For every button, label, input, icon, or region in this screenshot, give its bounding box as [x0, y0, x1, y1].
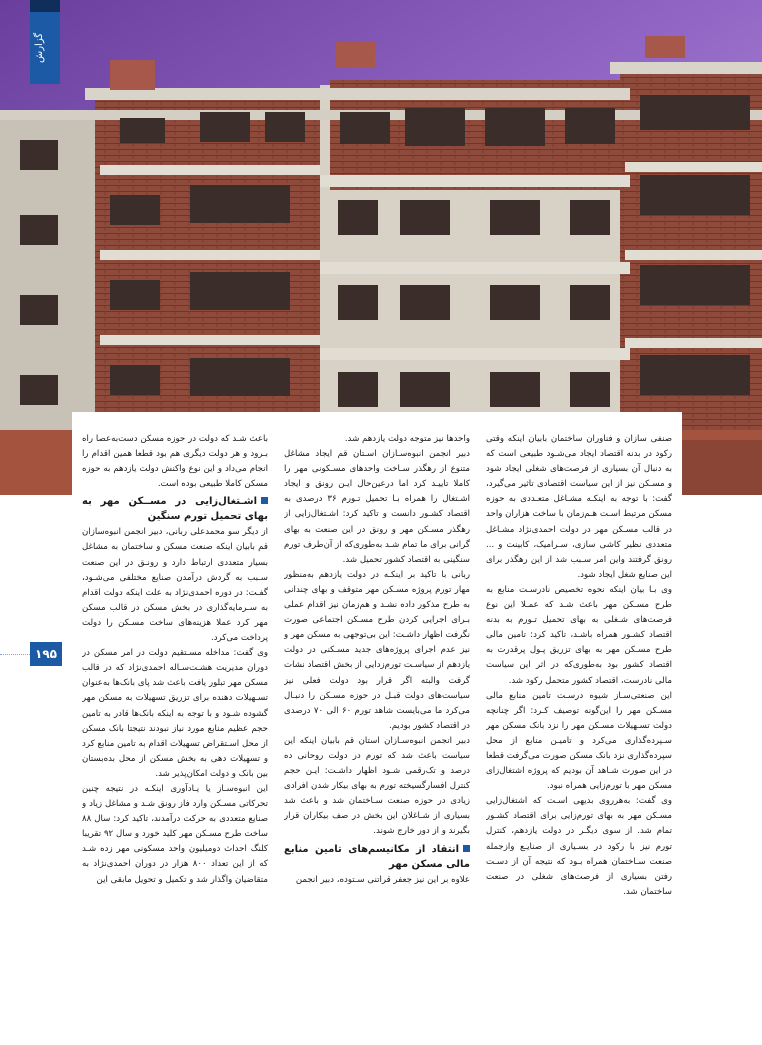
page-number-rule — [0, 654, 30, 655]
subheading — [284, 842, 470, 872]
paragraph: باعث شـد که دولت در حوزه مسکن دست‌به‌عصا راه بـرود و هر دولت دیگری هم بود قطعا همین اقدام را انجام می‌داد و این نوع واکنش دولت یازدهم به حوزه مسکن کاملا طبیعی بوده است. — [82, 434, 268, 490]
section-tab-label: گزارش — [34, 32, 45, 64]
article-columns — [82, 432, 672, 1032]
paragraph: وی گفت: مداخله مسـتقیم دولت در امر مسکن در دوران مدیریت هشـت‌سـاله احمدی‌نژاد که در قالب مسکن مهر تبلور یافت باعث شد پای بانک‌ها به‌عنوان تسـهیلات دهنده برای تزریق تسهیلات به مسکن مهر گشوده شـود و با توجه به اینکه بانک‌ها قادر به تامین حجم عظیم منابع مورد نیاز نبودند نتیجتا بانک مسکن از محل اسـتقراض تسهیلات اقدام به تامین منابع کرد و تسهیلات دهی به بخش مسکن از محل بده‌بستان بین بانک و دولت امکان‌پذیر شد. — [82, 648, 268, 779]
paragraph: وی بـا بیان اینکه نحوه تخصیص نادرسـت منابع به طرح مسـکن مهر باعث شـد که عمـلا این نوع فرصت‌های شـغلی به بهای تحمیل تـورم به بدنه اقتصاد کشـور همراه باشـد، تاکید کرد: تامین مالی طرح مسـکن مهر به بهای تزریق پـول پرقدرت به اقتصاد کشور بود به‌طوری‌که در اثر این سیاست مالی نادرست، اقتصاد کشور متحمل رکود شد. — [486, 584, 672, 686]
column-left — [486, 432, 672, 1032]
column-right — [82, 432, 268, 1032]
paragraph: این انبوه‌سـاز یا یـادآوری اینکـه در نتیجه چنین تحرکاتی مسـکن وارد فاز رونق شـد و مشاغل زیاد و صنایع متعددی به حرکت درآمدند، تاکید کرد: سال ۸۸ ساخت طرح مسـکن مهر کلید خورد و سال ۹۲ تقریبا کلنگ احداث دومیلیون واحد مسکونی مهر زده شـد که از این تعداد ۸۰۰ هزار در دوران احمدی‌نژاد به متقاضیان واگذار شد و تکمیل و تحویل مابقی این — [82, 783, 268, 885]
column-middle — [284, 432, 470, 1032]
subheading-text: اشـتغال‌زایی در مســکن مهر به بهای تحمیل تورم سنگین — [82, 496, 268, 523]
page-number: ۱۹۵ — [30, 642, 62, 666]
paragraph: وی گفت: به‌هرروی بدیهی اسـت که اشتغال‌زایی مسـکن مهر به بهای تورم‌زایی برای اقتصاد کشـور تمام شد. از سوی دیگـر در دولت یازدهم، کنترل تورم نیز با رکود در بسـیاری از صنایـع وازجمله صنعت سـاختمان همراه بـود که نتیجه آن از دسـت رفتن بسیاری از فرصت‌های شغلی در صنعت ساختمان شد. — [486, 796, 672, 897]
paragraph: از دیگر سو محمدعلی ربانی، دبیر انجمن انبوه‌سازان قم بابیان اینکه صنعت مسکن و ساختمان به مشاغل بسیار متعددی ارتباط دارد و رونـق در این صنعت سـبب به گردش درآمدن صنایع مختلفی می‌شـود، گفـت: در دوره احمدی‌نژاد به علت اینکه دولت اقدام به سـرمایه‌گذاری در بخش مسکن در قالب مسکن مهر کرد عملا هزینه‌های ساخت مسـکن را دولت پرداخت می‌کرد. — [82, 527, 268, 644]
paragraph: ربانی با تاکید بر اینکـه در دولت یازدهم به‌منظور مهار تورم پروژه مسـکن مهر متوقف و بهای چندانی به طرح مذکور داده نشـد و هم‌زمان نیز اقدام عملی بـرای اجرایی کردن طرح مسـکن اجتماعی صورت نگرفت اظهار داشـت: این بی‌توجهی به مسکن مهر و نیز عدم اجرای پروژه‌های جدید مسـکنی در دولت یازدهم از سیاسـت تورم‌زدایی از بخش اقتصاد نشات گرفت والبته اگر قرار بود دولت فعلی نیز سیاست‌های دولت قبـل در حوزه مسـکن را دنبـال می‌کرد ما می‌بایست شاهد تورم ۶۰ الی ۷۰ درصدی در اقتصاد کشور بودیم. — [284, 569, 470, 731]
tab-top-strip — [30, 0, 60, 12]
paragraph: دبیر انجمن انبوه‌سـازان اسـتان قم ایجاد مشاغل متنوع از رهگذر سـاخت واحدهای مسـکونی مهر را کاملا تاییـد کرد اما درعین‌حال ایـن رونق و ایجاد اشـتغال را همراه بـا تحمیل تـورم ۳۶ درصدی به اقتصاد کشـور دانست و تاکید کرد: اشـتغال‌زایی از رهگذر مسـکن مهر و رونق در این صنعت به بهای گرانی برای ما تمام شـد به‌طوری‌که از آن‌طرف تورم سنگینی به اقتصاد کشور تحمیل شد. — [284, 449, 470, 565]
paragraph: صنفی سازان و فناوران ساختمان بابیان اینکه وقتی رکود در بدنه اقتصاد ایجاد می‌شـود طبیعی است که به دنبال آن بسیاری از فرصت‌های شغلی ایجاد شود و مسـکن نیز از این سیاست اقتصادی تاثیر می‌گیرد، گفت: با توجه به اینکـه مشـاغل متعـددی به حوزه مسکن مرتبط اسـت هـم‌زمان با ساخت هزاران واحد در قالب مسـکن مهر در دولت احمدی‌نژاد مشـاغل متعددی نظیر کاشی سازی، سـرامیک، کابینت و ... رونق گرفتند واین امر سـبب شد از این رهگذر برای این صنایع شغل ایجاد شود. — [486, 434, 672, 580]
subheading-text: انتقاد از مکانیسم‌های تامین منابع مالی مسکن مهر — [284, 843, 470, 870]
paragraph: علاوه بر این نیز جعفر قراتنی سـتوده، دبیر انجمن — [295, 874, 470, 885]
paragraph: این صنعتی‌سـاز شیوه درسـت تامین منابع مالی مسـکن مهر را این‌گونه توصیف کـرد: اگر چنانچه دولت تسـهیلات مسـکن مهر را نزد بانک مسکن مهر سـپرده‌گذاری می‌کرد و تامیـن منابع از محل سپرده‌گذاری نزد بانک مسکن صورت می‌گرفت قطعا در این صورت شـاهد آن بودیم که پروژه اشتغال‌زای مسکن مهر با تورم‌زایی همراه نبود. — [486, 690, 672, 792]
subheading — [82, 494, 268, 524]
paragraph: واحدها نیز متوجه دولت یازدهم شد. — [344, 434, 470, 444]
square-bullet-icon — [463, 845, 470, 852]
square-bullet-icon — [261, 497, 268, 504]
paragraph: دبیر انجمن انبوه‌سـازان استان قم بابیان اینکه این سیاست باعث شد که تورم در دولت روحانی ده درصد و تک‌رقمی شـود اظهار داشـت: ایـن حجم کنترل افسارگسیخته تورم به بهای بیکار شدن افرادی زیادی در حوزه صنعت سـاختمان شد و باعث شد بسیاری از شـاغلان این بخش در صف بیکاران قرار بگیرند و از دور خارج شوند. — [284, 735, 470, 837]
section-tab — [30, 12, 60, 84]
